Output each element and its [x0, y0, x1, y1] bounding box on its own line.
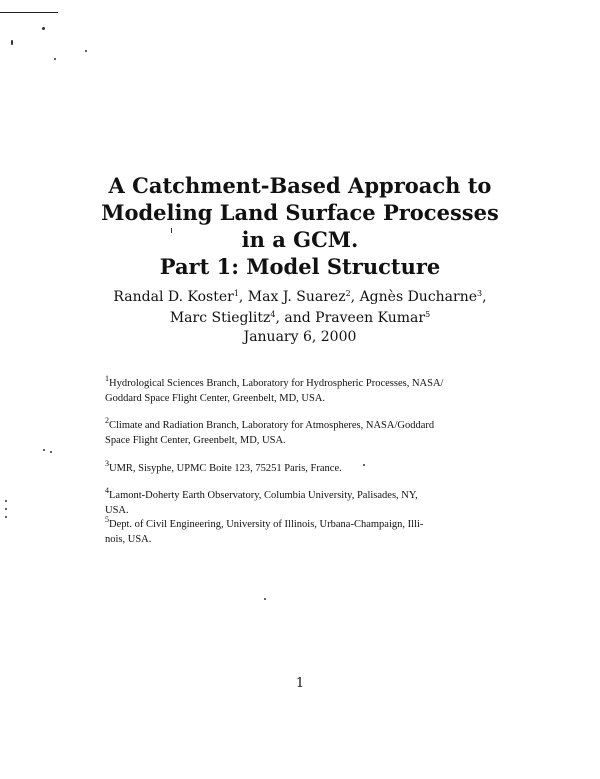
author-line-2 — [0, 308, 600, 329]
scan-speck — [5, 500, 7, 502]
author-affil-mark: 2 — [345, 289, 351, 298]
author-name: , Agnès Ducharne — [350, 289, 478, 305]
paper-date: January 6, 2000 — [243, 329, 357, 345]
scan-speck — [43, 449, 45, 451]
affiliation-text: UMR, Sisyphe, UPMC Boite 123, 75251 Paris, France. — [109, 463, 342, 474]
author-name: , and Praveen Kumar — [275, 310, 426, 326]
author-affil-mark: 1 — [233, 289, 239, 298]
scan-speck — [5, 508, 7, 510]
author-affil-mark: 3 — [477, 289, 483, 298]
affiliation-mark: 4 — [105, 486, 109, 495]
scan-speck — [50, 451, 52, 453]
affiliation-text: Hydrological Sciences Branch, Laboratory for Hydrospheric Processes, NASA/ — [109, 378, 444, 389]
affiliation-text: Dept. of Civil Engineering, University of Illinois, Urbana-Champaign, Illi- — [109, 519, 424, 530]
affiliation-mark: 1 — [105, 374, 109, 383]
affiliation-text: Lamont-Doherty Earth Observatory, Columbia University, Palisades, NY, — [109, 490, 418, 501]
affiliation-text: Goddard Space Flight Center, Greenbelt, MD, USA. — [105, 393, 326, 404]
author-line-1 — [0, 287, 600, 308]
affiliation-text: Space Flight Center, Greenbelt, MD, USA. — [105, 435, 286, 446]
affiliation-mark: 3 — [105, 459, 109, 468]
scan-speck — [11, 40, 13, 45]
author-name: , Max J. Suarez — [238, 289, 346, 305]
title-line-3: in a GCM. — [241, 227, 359, 252]
scan-speck — [264, 598, 266, 600]
scan-speck — [5, 516, 7, 518]
paper-title — [0, 172, 600, 280]
affiliation-item — [105, 461, 505, 476]
affiliation-text: USA. — [105, 505, 129, 516]
affiliation-item — [105, 418, 505, 448]
affiliation-item — [105, 488, 505, 518]
affiliation-mark: 5 — [105, 515, 109, 524]
affiliation-text: Climate and Radiation Branch, Laboratory for Atmospheres, NASA/Goddard — [109, 420, 435, 431]
affiliation-mark: 2 — [105, 416, 109, 425]
author-affil-mark: 4 — [270, 310, 276, 319]
scan-speck — [54, 58, 56, 60]
author-name: Randal D. Koster — [113, 289, 234, 305]
scan-speck — [42, 27, 45, 30]
page-number: 1 — [295, 676, 305, 691]
title-line-4: Part 1: Model Structure — [159, 254, 441, 279]
author-list — [0, 287, 600, 329]
scan-rule-mark — [0, 12, 58, 13]
scan-speck — [85, 50, 87, 52]
affiliation-text: nois, USA. — [105, 534, 152, 545]
author-affil-mark: 5 — [425, 310, 431, 319]
author-separator: , — [482, 289, 487, 305]
title-line-1: A Catchment-Based Approach to — [108, 173, 492, 198]
affiliation-item — [105, 517, 505, 547]
author-name: Marc Stieglitz — [169, 310, 271, 326]
title-line-2: Modeling Land Surface Processes — [101, 200, 499, 225]
affiliation-item — [105, 376, 505, 406]
